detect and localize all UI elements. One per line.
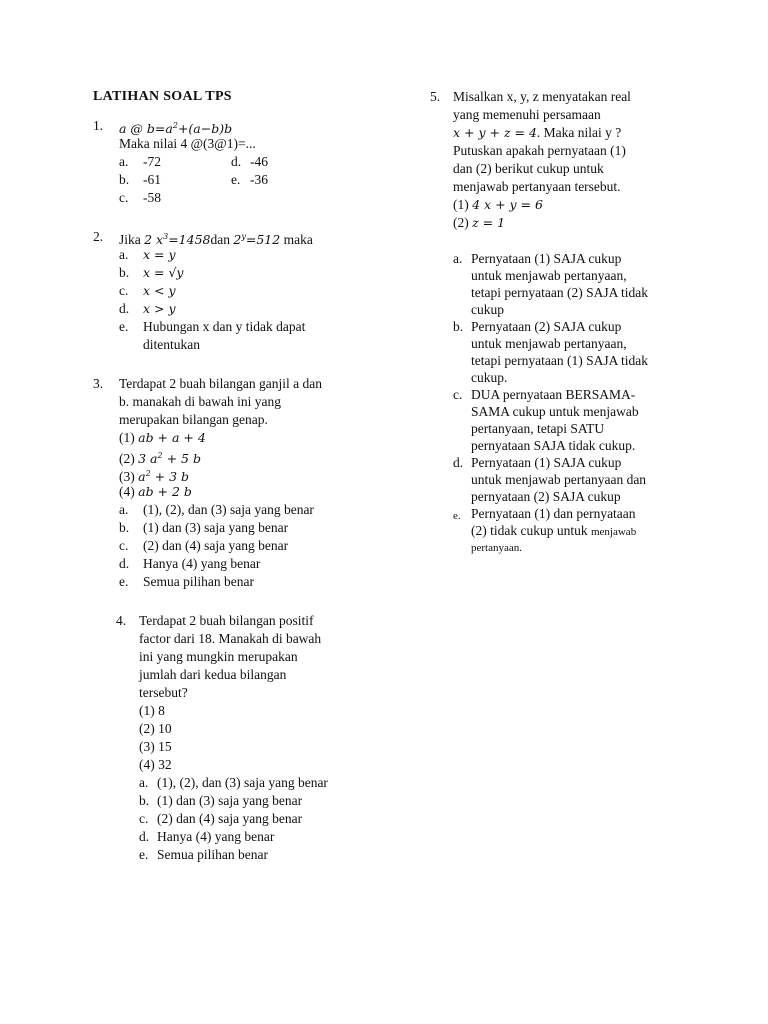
option-b: b. (1) dan (3) saja yang benar bbox=[139, 793, 303, 808]
question-text: yang memenuhi persamaan bbox=[453, 107, 601, 122]
question-text: menjawab pertanyaan tersebut. bbox=[453, 179, 621, 194]
question-text: Putuskan apakah pernyataan (1) bbox=[453, 143, 626, 158]
question-text: tersebut? bbox=[139, 685, 188, 700]
statement-item: (1) ab + a + 4 bbox=[119, 430, 206, 445]
option-c: c. (2) dan (4) saja yang benar bbox=[119, 538, 289, 553]
option-c: c. (2) dan (4) saja yang benar bbox=[139, 811, 303, 826]
statement-item: (2) 3 $a^2 + 5$ b bbox=[119, 451, 201, 467]
question-body bbox=[453, 88, 631, 232]
option-e: e. Semua pilihan benar bbox=[139, 847, 268, 862]
question-text: merupakan bilangan genap. bbox=[119, 412, 268, 427]
statement-item: (3) $a^2 + 3$ b bbox=[119, 469, 190, 485]
question-formula: a @ $b=a^2+(a-b)b$ bbox=[119, 121, 233, 137]
option-e-continued: ditentukan bbox=[143, 337, 200, 352]
question-text: factor dari 18. Manakah di bawah bbox=[139, 631, 322, 646]
option-d: d. Hanya (4) yang benar bbox=[119, 556, 261, 571]
question-number: 2. bbox=[93, 229, 104, 244]
question-body bbox=[119, 375, 322, 591]
question-text: Terdapat 2 buah bilangan positif bbox=[139, 613, 314, 628]
question-text: b. manakah di bawah ini yang bbox=[119, 394, 281, 409]
option-d: d. x > y bbox=[119, 301, 176, 316]
option-d: d. Hanya (4) yang benar bbox=[139, 829, 275, 844]
question-text: x + y + z = 4. Maka nilai y ? bbox=[453, 125, 622, 140]
statement-item: (1) 8 bbox=[139, 703, 165, 718]
question-text: Terdapat 2 buah bilangan ganjil a dan bbox=[119, 376, 322, 391]
statement-item: (3) 15 bbox=[139, 739, 172, 754]
question-text: ini yang mungkin merupakan bbox=[139, 649, 298, 664]
option-row: a. -72 d. -46 bbox=[119, 154, 268, 169]
statement-item: (2) z = 1 bbox=[453, 215, 506, 230]
question-text: Misalkan x, y, z menyatakan real bbox=[453, 89, 631, 104]
statement-item: (2) 10 bbox=[139, 721, 172, 736]
option-c: c. DUA pernyataan BERSAMA- SAMA cukup untuk menjawab pertanyaan, tetapi SATU pernyataan SAJA tidak cukup. bbox=[453, 387, 639, 453]
option-row: b. -61 e. -36 bbox=[119, 172, 268, 187]
question-text: jumlah dari kedua bilangan bbox=[139, 667, 287, 682]
answer-options bbox=[453, 250, 693, 556]
question-number: 3. bbox=[93, 376, 104, 391]
option-a: a. (1), (2), dan (3) saja yang benar bbox=[139, 775, 328, 790]
question-text: Maka nilai 4 @(3@1)=... bbox=[119, 136, 256, 151]
question-number: 1. bbox=[93, 118, 104, 133]
option-e: e. Hubungan x dan y tidak dapat bbox=[119, 319, 306, 334]
option-a: a. x = y bbox=[119, 247, 176, 262]
question-text: Jika 2 $x^3=1458dan$ $2^y=512$ maka bbox=[119, 232, 313, 248]
option-b: b. (1) dan (3) saja yang benar bbox=[119, 520, 289, 535]
option-row: c. -58 bbox=[119, 190, 161, 205]
question-body bbox=[119, 228, 313, 354]
option-a: a. (1), (2), dan (3) saja yang benar bbox=[119, 502, 314, 517]
question-body bbox=[139, 612, 328, 864]
question-number: 5. bbox=[430, 89, 441, 104]
page-title: LATIHAN SOAL TPS bbox=[93, 89, 232, 104]
option-b: b. Pernyataan (2) SAJA cukup untuk menjawab pertanyaan, tetapi pernyataan (1) SAJA tidak cukup. bbox=[453, 319, 648, 385]
question-number: 4. bbox=[116, 613, 127, 628]
option-d: d. Pernyataan (1) SAJA cukup untuk menjawab pertanyaan dan pernyataan (2) SAJA cukup bbox=[453, 455, 647, 504]
option-b: b. x = √y bbox=[119, 265, 184, 280]
question-body bbox=[119, 117, 268, 207]
question-text: dan (2) berikut cukup untuk bbox=[453, 161, 604, 176]
option-e: e. Semua pilihan benar bbox=[119, 574, 254, 589]
option-c: c. x < y bbox=[119, 283, 176, 298]
statement-item: (1) 4 x + y = 6 bbox=[453, 197, 543, 212]
option-a: a. Pernyataan (1) SAJA cukup untuk menjawab pertanyaan, tetapi pernyataan (2) SAJA tidak cukup bbox=[453, 251, 648, 317]
option-e: e. Pernyataan (1) dan pernyataan (2) tidak cukup untuk menjawab pertanyaan. bbox=[453, 506, 637, 554]
statement-item: (4) 32 bbox=[139, 757, 172, 772]
statement-item: (4) ab + 2 b bbox=[119, 484, 192, 499]
